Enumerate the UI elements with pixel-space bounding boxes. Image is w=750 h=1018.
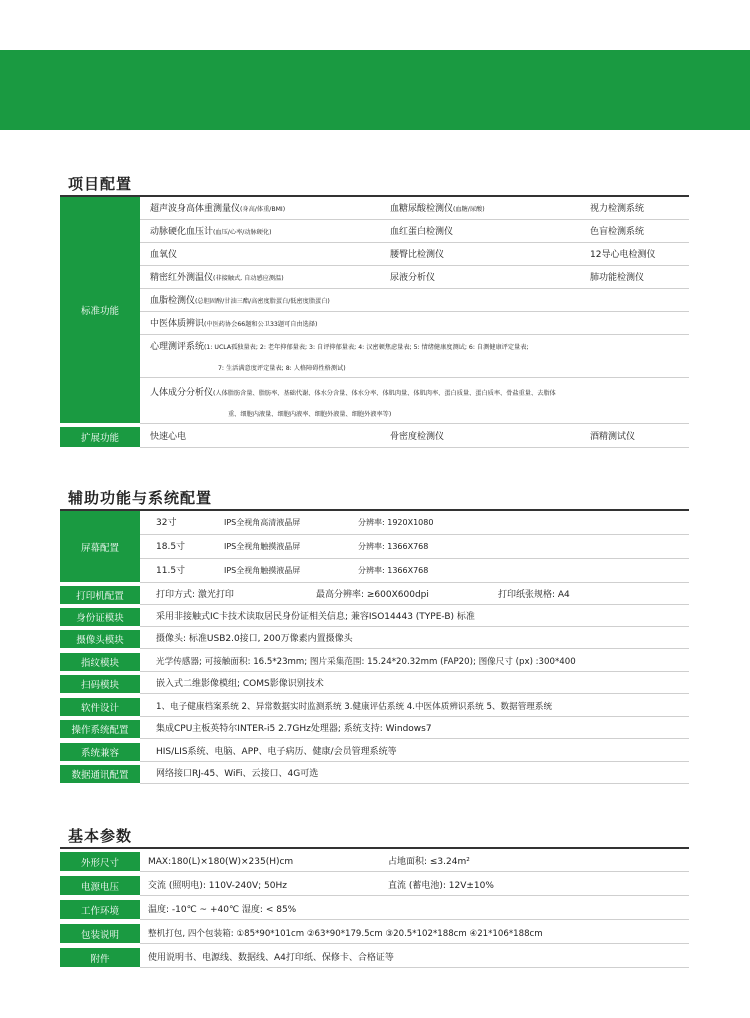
table-row: [140, 535, 689, 559]
environment-value: 温度: -10℃ ~ +40℃ 湿度: < 85%: [148, 905, 297, 915]
section-title-config: 项目配置: [68, 175, 133, 193]
scan-label: 扫码模块: [60, 675, 140, 693]
item-vision: 视力检测系统: [590, 204, 645, 214]
packing-value: 整机打包, 四个包装箱: ①85*90*101cm ②63*90*179.5cm ③20.5*102*188cm ④21*106*188cm: [148, 929, 543, 939]
item-blood-lipid: 血脂检测仪(总胆固醇/甘油三酯/高密度脂蛋白/低密度脂蛋白): [150, 296, 330, 306]
standard-functions-label: 标准功能: [60, 197, 140, 423]
table-row: [140, 675, 689, 694]
table-row: [140, 289, 689, 312]
item-psych-line2: 7: 生活满意度评定量表; 8: 人格障碍性格测试): [218, 365, 346, 372]
environment-label: 工作环境: [60, 900, 140, 919]
printer-method: 打印方式: 激光打印: [156, 590, 234, 600]
printer-paper: 打印纸张规格: A4: [498, 590, 570, 600]
printer-resolution: 最高分辨率: ≥600X600dpi: [316, 590, 429, 600]
os-label: 操作系统配置: [60, 720, 140, 738]
table-row: [140, 335, 689, 378]
item-glucose-uric: 血糖尿酸检测仪(血糖/尿酸): [390, 204, 485, 214]
item-oximeter: 血氧仪: [150, 250, 178, 260]
table-row: [140, 586, 689, 605]
table-row: [140, 924, 689, 944]
table-row: [140, 312, 689, 335]
table-row: [140, 876, 689, 896]
item-body-composition-line2: 重、细胞内液量、细胞内液率、细胞外液量、细胞外液率等): [228, 411, 392, 418]
accessories-value: 使用说明书、电源线、数据线、A4打印纸、保修卡、合格证等: [148, 953, 394, 963]
table-row: [140, 427, 689, 448]
printer-label: 打印机配置: [60, 586, 140, 604]
table-row: [140, 743, 689, 762]
footprint-value: 占地面积: ≤3.24m²: [388, 857, 470, 867]
item-arteriosclerosis: 动脉硬化血压计(血压/心率/动脉硬化): [150, 227, 272, 237]
screen-resolution: 分辨率: 1366X768: [358, 542, 429, 551]
screen-config-label: 屏幕配置: [60, 511, 140, 582]
dimension-value: MAX:180(L)×180(W)×235(H)cm: [148, 857, 294, 867]
table-row: [140, 630, 689, 649]
screen-size: 11.5寸: [156, 566, 186, 576]
power-label: 电源电压: [60, 876, 140, 895]
compat-label: 系统兼容: [60, 743, 140, 761]
item-psych: 心理测评系统(1: UCLA孤独量表; 2: 老年抑郁量表; 3: 自评抑郁量表; 4: 汉密顿焦虑量表; 5: 情绪健康度测试; 6: 自测健康评定量表;: [150, 342, 529, 352]
table-row: [140, 608, 689, 627]
screen-resolution: 分辨率: 1366X768: [358, 566, 429, 575]
ac-power: 交流 (照明电): 110V-240V; 50Hz: [148, 881, 288, 891]
item-tcm: 中医体质辨识(中医药协会66题和公卫33题可自由选择): [150, 319, 318, 329]
software-label: 软件设计: [60, 698, 140, 716]
accessories-label: 附件: [60, 948, 140, 967]
section-title-aux: 辅助功能与系统配置: [68, 489, 213, 507]
idcard-desc: 采用非接触式IC卡技术读取居民身份证相关信息; 兼容ISO14443 (TYPE-B) 标准: [156, 612, 475, 622]
camera-desc: 摄像头: 标准USB2.0接口, 200万像素内置摄像头: [156, 634, 353, 644]
extended-functions-label: 扩展功能: [60, 427, 140, 447]
idcard-label: 身份证模块: [60, 608, 140, 626]
item-lung: 肺功能检测仪: [590, 273, 645, 283]
table-row: [140, 720, 689, 739]
screen-type: IPS全视角触摸液晶屏: [224, 566, 301, 575]
table-row: [140, 266, 689, 289]
table-row: [140, 852, 689, 872]
screen-type: IPS全视角触摸液晶屏: [224, 542, 301, 551]
os-desc: 集成CPU主板英特尔INTER-i5 2.7GHz处理器; 系统支持: Windows7: [156, 724, 432, 734]
screen-resolution: 分辨率: 1920X1080: [358, 518, 434, 527]
table-row: [140, 559, 689, 583]
header-banner: [0, 50, 750, 130]
table-row: [140, 698, 689, 717]
item-waist-hip: 腰臀比检测仪: [390, 250, 445, 260]
table-row: [140, 511, 689, 535]
software-desc: 1、电子健康档案系统 2、异常数据实时监测系统 3.健康评估系统 4.中医体质辨识系统 5、数据管理系统: [156, 702, 553, 712]
item-hemoglobin: 血红蛋白检测仪: [390, 227, 454, 237]
comm-desc: 网络接口RJ-45、WiFi、云接口、4G可选: [156, 769, 319, 779]
packing-label: 包装说明: [60, 924, 140, 943]
section-divider: [60, 847, 689, 849]
item-fast-ecg: 快速心电: [150, 432, 187, 442]
table-row: [140, 765, 689, 784]
item-urine: 尿液分析仪: [390, 273, 436, 283]
table-row: [140, 948, 689, 968]
table-row: [140, 197, 689, 220]
item-ecg: 12导心电检测仪: [590, 250, 656, 260]
fingerprint-label: 指纹模块: [60, 653, 140, 671]
item-color-blind: 色盲检测系统: [590, 227, 645, 237]
screen-size: 32寸: [156, 518, 177, 528]
item-thermometer: 精密红外测温仪(非接触式, 自动感应测温): [150, 273, 284, 283]
dimension-label: 外形尺寸: [60, 852, 140, 871]
table-row: [140, 243, 689, 266]
table-row: [140, 378, 689, 424]
item-body-composition: 人体成分分析仪(人体脂肪含量、脂肪率、基础代谢、体水分含量、体水分率、体肌肉量、体肌肉率、蛋白质量、蛋白质率、骨盐重量、去脂体: [150, 388, 556, 398]
table-row: [140, 900, 689, 920]
screen-type: IPS全视角高清液晶屏: [224, 518, 301, 527]
table-row: [140, 653, 689, 672]
camera-label: 摄像头模块: [60, 630, 140, 648]
fingerprint-desc: 光学传感器; 可接触面积: 16.5*23mm; 图片采集范围: 15.24*20.32mm (FAP20); 图像尺寸 (px) :300*400: [156, 657, 576, 667]
table-row: [140, 220, 689, 243]
item-alcohol: 酒精测试仪: [590, 432, 636, 442]
compat-desc: HIS/LIS系统、电脑、APP、电子病历、健康/会员管理系统等: [156, 747, 397, 757]
scan-desc: 嵌入式二维影像模组; COMS影像识别技术: [156, 679, 324, 689]
section-title-params: 基本参数: [68, 827, 133, 845]
comm-label: 数据通讯配置: [60, 765, 140, 783]
screen-size: 18.5寸: [156, 542, 186, 552]
dc-power: 直流 (蓄电池): 12V±10%: [388, 881, 494, 891]
item-bone-density: 骨密度检测仪: [390, 432, 445, 442]
item-height-weight: 超声波身高体重测量仪(身高/体重/BMI): [150, 204, 286, 214]
